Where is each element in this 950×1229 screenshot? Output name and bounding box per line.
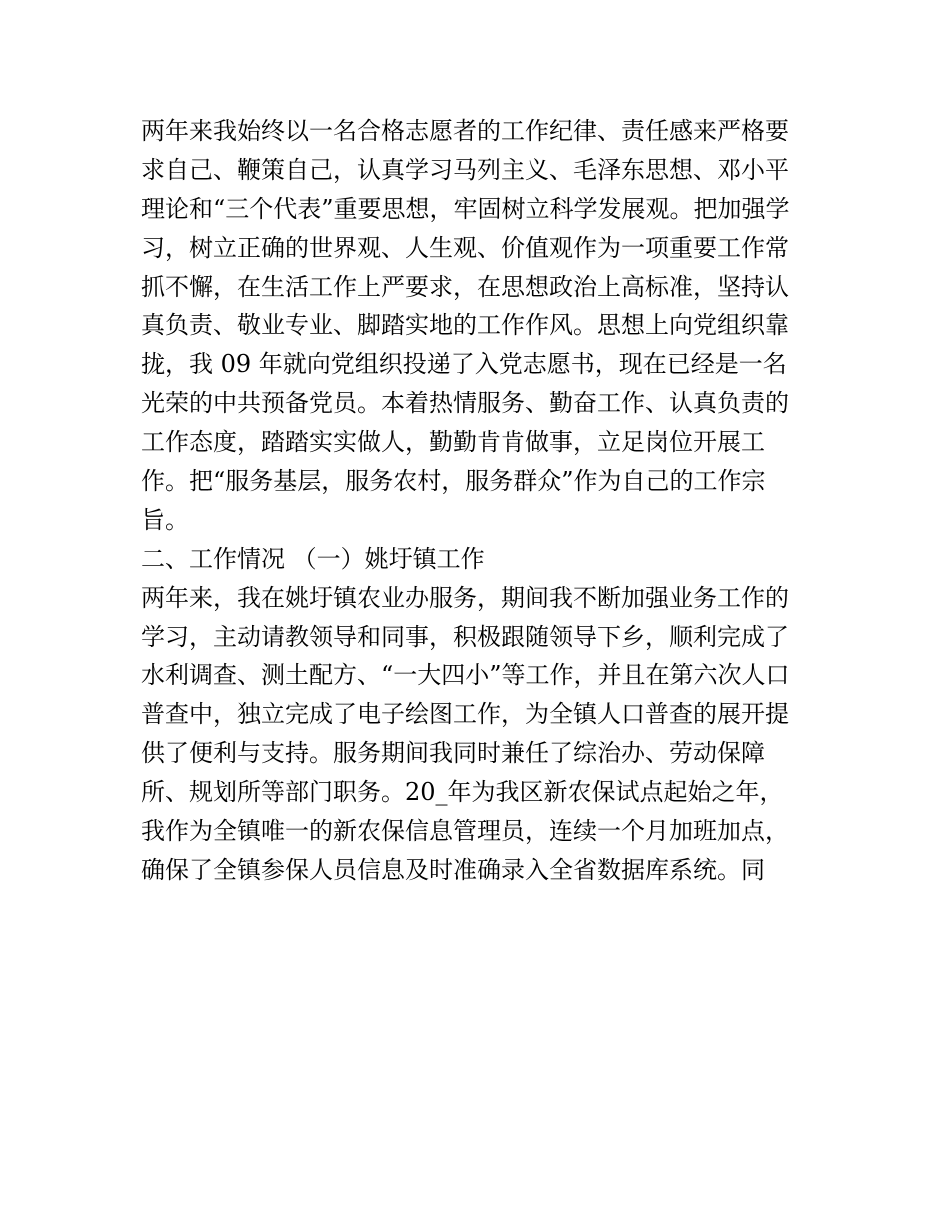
text-line: 所、规划所等部门职务。20_年为我区新农保试点起始之年，: [141, 778, 784, 807]
text-line: 我作为全镇唯一的新农保信息管理员，连续一个月加班加点，: [141, 817, 789, 846]
text-line: 理论和“三个代表”重要思想，牢固树立科学发展观。把加强学: [141, 194, 790, 223]
text-line: 拢，我 09 年就向党组织投递了入党志愿书，现在已经是一名: [141, 350, 787, 379]
text-line: 普查中，独立完成了电子绘图工作，为全镇人口普查的展开提: [141, 700, 789, 729]
text-line: 求自己、鞭策自己，认真学习马列主义、毛泽东思想、邓小平: [141, 155, 789, 184]
document-body: [141, 112, 831, 890]
text-line: 供了便利与支持。服务期间我同时兼任了综治办、劳动保障: [141, 739, 765, 768]
text-line: 两年来，我在姚圩镇农业办服务，期间我不断加强业务工作的: [141, 583, 789, 612]
text-line: 学习，主动请教领导和同事，积极跟随领导下乡，顺利完成了: [141, 622, 789, 651]
text-line: 旨。: [141, 505, 189, 534]
text-line: 真负责、敬业专业、脚踏实地的工作作风。思想上向党组织靠: [141, 311, 789, 340]
text-line: 确保了全镇参保人员信息及时准确录入全省数据库系统。同: [141, 855, 765, 884]
text-line: 作。把“服务基层，服务农村，服务群众”作为自己的工作宗: [141, 467, 766, 496]
section-heading: 二、工作情况 （一）姚圩镇工作: [141, 544, 485, 573]
text-line: 水利调查、测土配方、“一大四小”等工作，并且在第六次人口: [141, 661, 790, 690]
text-line: 两年来我始终以一名合格志愿者的工作纪律、责任感来严格要: [141, 117, 789, 145]
text-line: 光荣的中共预备党员。本着热情服务、勤奋工作、认真负责的: [141, 389, 789, 418]
text-line: 工作态度，踏踏实实做人，勤勤肯肯做事，立足岗位开展工: [141, 428, 765, 457]
text-line: 习，树立正确的世界观、人生观、价值观作为一项重要工作常: [141, 233, 789, 262]
text-line: 抓不懈，在生活工作上严要求，在思想政治上高标准，坚持认: [141, 272, 789, 301]
